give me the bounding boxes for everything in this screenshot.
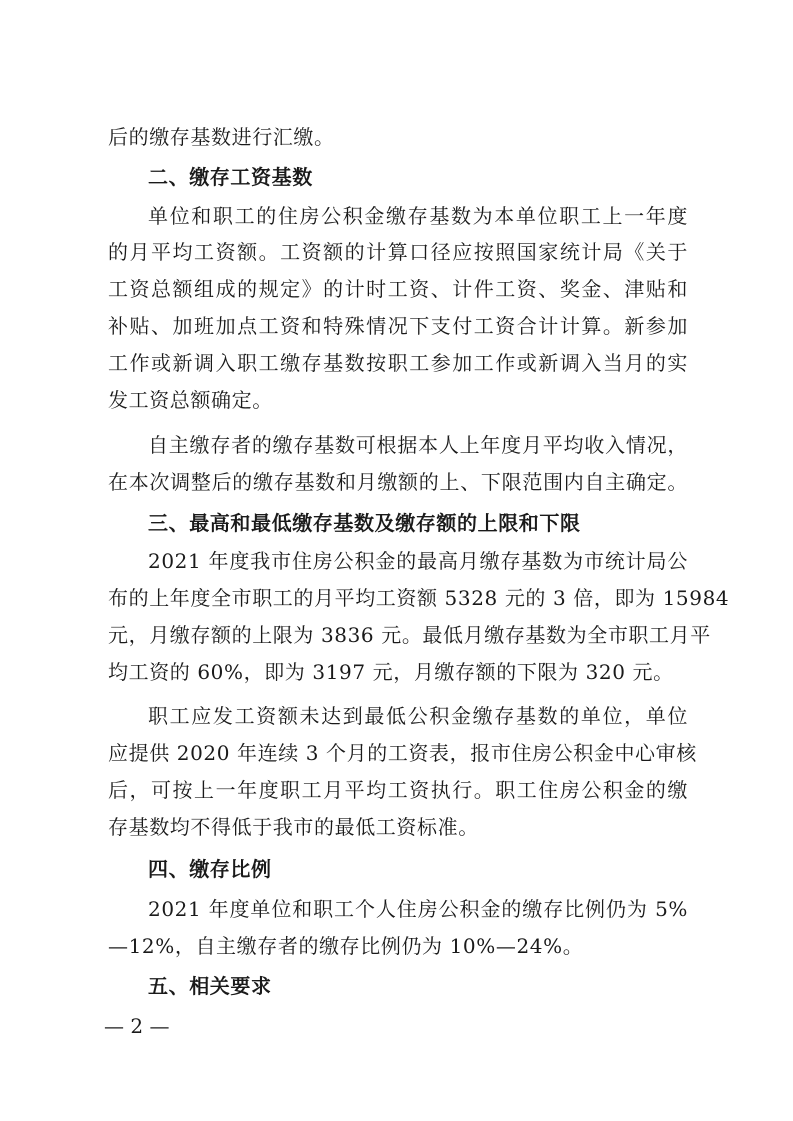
section-heading: 五、相关要求: [148, 974, 272, 998]
section-heading: 四、缴存比例: [148, 857, 272, 881]
paragraph-line: 工作或新调入职工缴存基数按职工参加工作或新调入当月的实: [108, 351, 688, 375]
page-number: — 2 —: [104, 1014, 170, 1038]
paragraph-line: 均工资的 60%，即为 3197 元，月缴存额的下限为 320 元。: [108, 660, 674, 684]
paragraph-line: 应提供 2020 年连续 3 个月的工资表，报市住房公积金中心审核: [108, 741, 697, 765]
paragraph-line: 在本次调整后的缴存基数和月缴额的上、下限范围内自主确定。: [108, 470, 688, 494]
paragraph-line: —12%，自主缴存者的缴存比例仍为 10%—24%。: [108, 934, 584, 958]
paragraph-line: 后，可按上一年度职工月平均工资执行。职工住房公积金的缴: [108, 778, 688, 802]
paragraph-line: 存基数均不得低于我市的最低工资标准。: [108, 815, 479, 839]
paragraph-line: 工资总额组成的规定》的计时工资、计件工资、奖金、津贴和: [108, 277, 688, 301]
paragraph-line: 后的缴存基数进行汇缴。: [108, 125, 335, 149]
paragraph-line: 发工资总额确定。: [108, 388, 273, 412]
section-heading: 三、最高和最低缴存基数及缴存额的上限和下限: [148, 511, 581, 535]
paragraph-line: 职工应发工资额未达到最低公积金缴存基数的单位，单位: [148, 704, 688, 728]
paragraph-line: 2021 年度我市住房公积金的最高月缴存基数为市统计局公: [148, 549, 688, 573]
paragraph-line: 单位和职工的住房公积金缴存基数为本单位职工上一年度: [148, 204, 688, 228]
paragraph-line: 元，月缴存额的上限为 3836 元。最低月缴存基数为全市职工月平: [108, 623, 711, 647]
paragraph-line: 自主缴存者的缴存基数可根据本人上年度月平均收入情况，: [148, 433, 688, 457]
paragraph-line: 补贴、加班加点工资和特殊情况下支付工资合计计算。新参加: [108, 314, 688, 338]
paragraph-line: 2021 年度单位和职工个人住房公积金的缴存比例仍为 5%: [148, 897, 688, 921]
paragraph-line: 布的上年度全市职工的月平均工资额 5328 元的 3 倍，即为 15984: [108, 586, 730, 610]
section-heading: 二、缴存工资基数: [148, 165, 313, 189]
paragraph-line: 的月平均工资额。工资额的计算口径应按照国家统计局《关于: [108, 240, 688, 264]
